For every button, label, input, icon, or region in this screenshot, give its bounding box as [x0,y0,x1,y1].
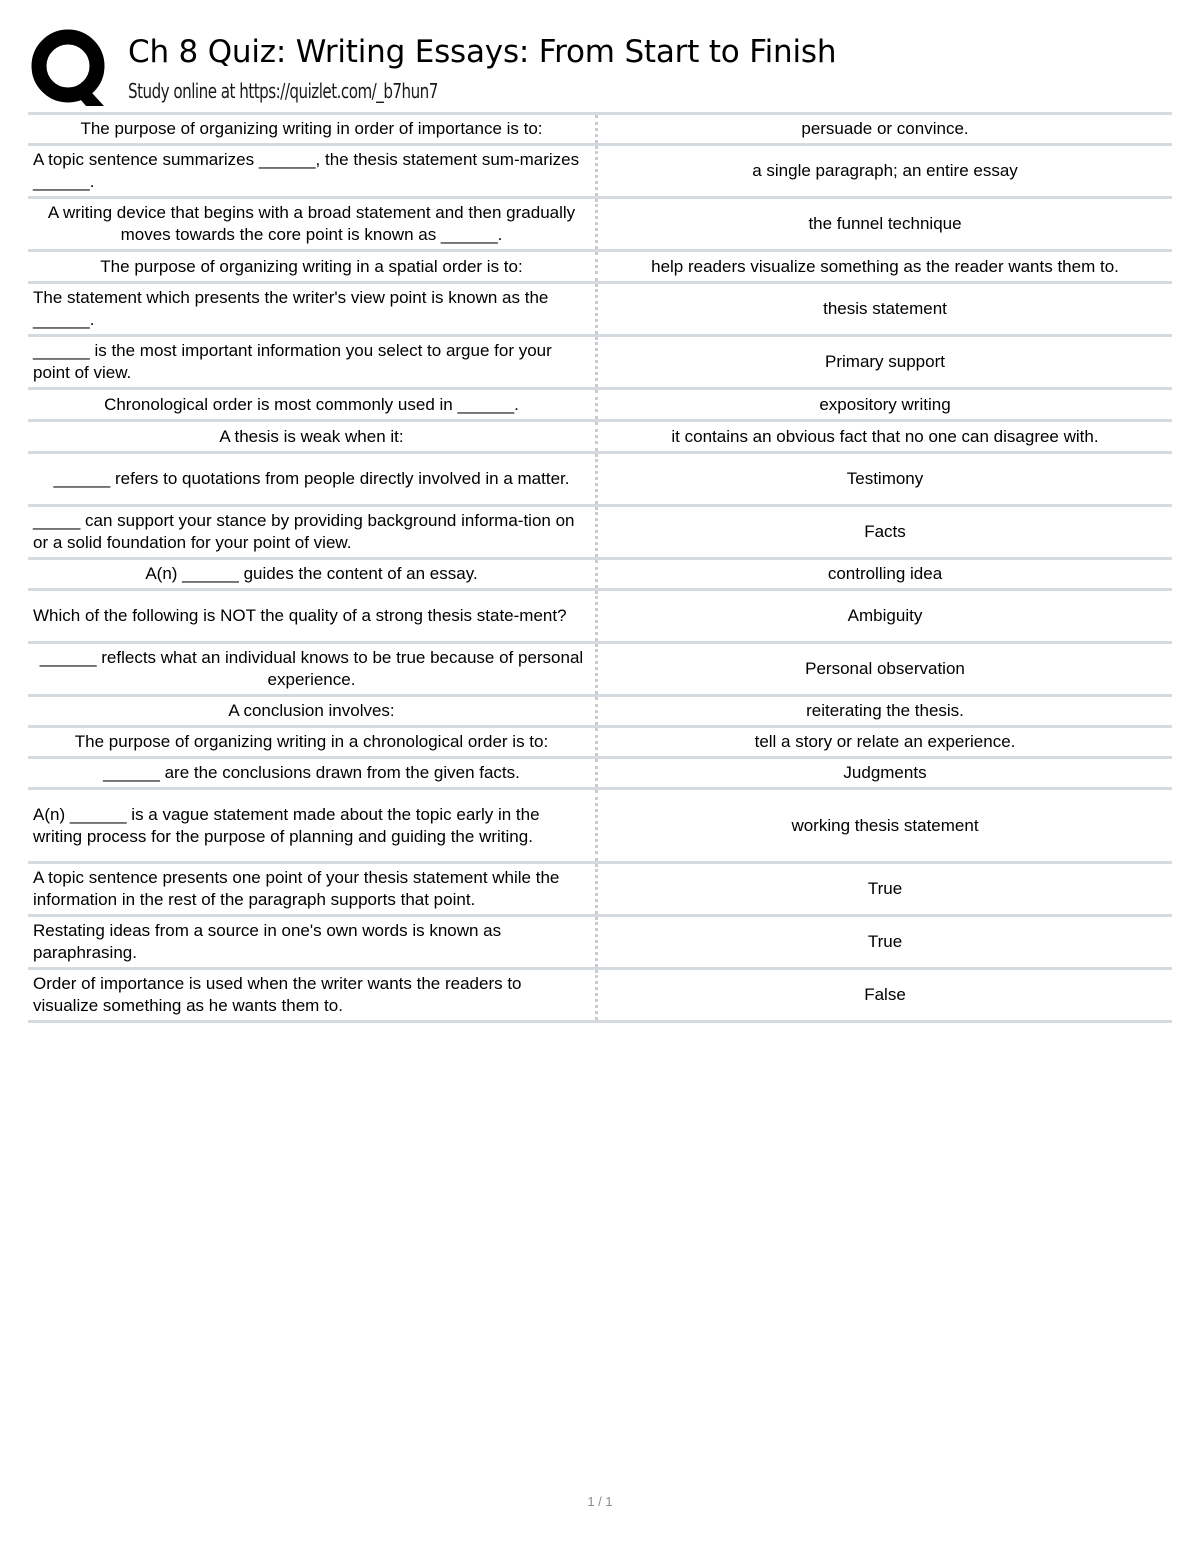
definition-cell: a single paragraph; an entire essay [752,161,1018,180]
term-cell: The purpose of organizing writing in a spatial order is to: [28,252,598,281]
page-title: Ch 8 Quiz: Writing Essays: From Start to Finish [128,34,837,70]
table-row [28,252,1172,284]
definition-cell: Primary support [825,352,945,371]
table-row [28,422,1172,454]
term-cell: Chronological order is most commonly used in ______. [28,390,598,419]
term-cell: A conclusion involves: [28,697,598,725]
table-row [28,560,1172,591]
definition-cell: True [867,879,903,898]
table-row [28,728,1172,759]
definition-cell: expository writing [819,394,951,414]
term-cell: ______ refers to quotations from people directly involved in a matter. [28,454,598,504]
term-cell: Order of importance is used when the writer wants the readers to visualize something as he wants them to. [28,970,598,1020]
table-row [28,199,1172,252]
term-cell: ______ are the conclusions drawn from the given facts. [28,759,598,787]
table-row [28,284,1172,337]
study-online-link-text[interactable]: Study online at https://quizlet.com/_b7hun7 [128,79,438,103]
definition-cell: Personal observation [805,659,965,678]
definition-cell: Judgments [843,763,927,782]
page-header [30,28,1170,112]
term-cell: ______ is the most important information you select to argue for your point of view. [28,337,598,387]
term-cell: A topic sentence presents one point of your thesis statement while the information in the rest of the paragraph supports that point. [28,864,598,914]
page-number: 1 / 1 [587,1494,613,1509]
definition-cell: Facts [864,522,906,541]
table-row [28,337,1172,390]
definition-cell: tell a story or relate an experience. [754,732,1016,751]
table-row [28,507,1172,560]
definition-cell: Ambiguity [847,606,923,625]
table-row [28,454,1172,507]
term-cell: A(n) ______ guides the content of an essay. [28,560,598,588]
term-cell: Which of the following is NOT the quality of a strong thesis state-ment? [28,591,598,641]
definition-cell: it contains an obvious fact that no one can disagree with. [671,426,1099,446]
table-row [28,970,1172,1023]
term-cell: A thesis is weak when it: [28,422,598,451]
table-row [28,917,1172,970]
definition-cell: Testimony [846,469,924,488]
quizlet-q-logo-icon [30,28,110,108]
table-row [28,146,1172,199]
term-cell: The statement which presents the writer's view point is known as the ______. [28,284,598,334]
table-row [28,591,1172,644]
definition-cell: reiterating the thesis. [806,701,964,720]
table-row [28,790,1172,864]
term-cell: The purpose of organizing writing in order of importance is to: [28,115,598,143]
table-row [28,864,1172,917]
definition-cell: thesis statement [823,299,947,318]
term-cell: A writing device that begins with a broad statement and then gradually moves towards the core point is known as ______. [28,199,598,249]
definition-cell: the funnel technique [808,214,962,233]
table-row [28,697,1172,728]
term-cell: A(n) ______ is a vague statement made about the topic early in the writing process for the purpose of planning and guiding the writing. [28,790,598,861]
definition-cell: controlling idea [827,564,943,583]
term-cell: The purpose of organizing writing in a chronological order is to: [28,728,598,756]
definition-cell: False [864,985,906,1004]
definition-cell: persuade or convince. [801,119,969,138]
table-row [28,390,1172,422]
definition-cell: True [867,932,903,951]
definition-cell: working thesis statement [791,815,979,835]
definition-cell: help readers visualize something as the reader wants them to. [651,256,1119,276]
flashcard-table [28,112,1172,1023]
table-row [28,115,1172,146]
term-cell: _____ can support your stance by providing background informa-tion on or a solid foundation for your point of view. [28,507,598,557]
table-row [28,759,1172,790]
term-cell: Restating ideas from a source in one's own words is known as paraphrasing. [28,917,598,967]
term-cell: ______ reflects what an individual knows to be true because of personal experience. [28,644,598,694]
term-cell: A topic sentence summarizes ______, the thesis statement sum-marizes ______. [28,146,598,196]
table-row [28,644,1172,697]
